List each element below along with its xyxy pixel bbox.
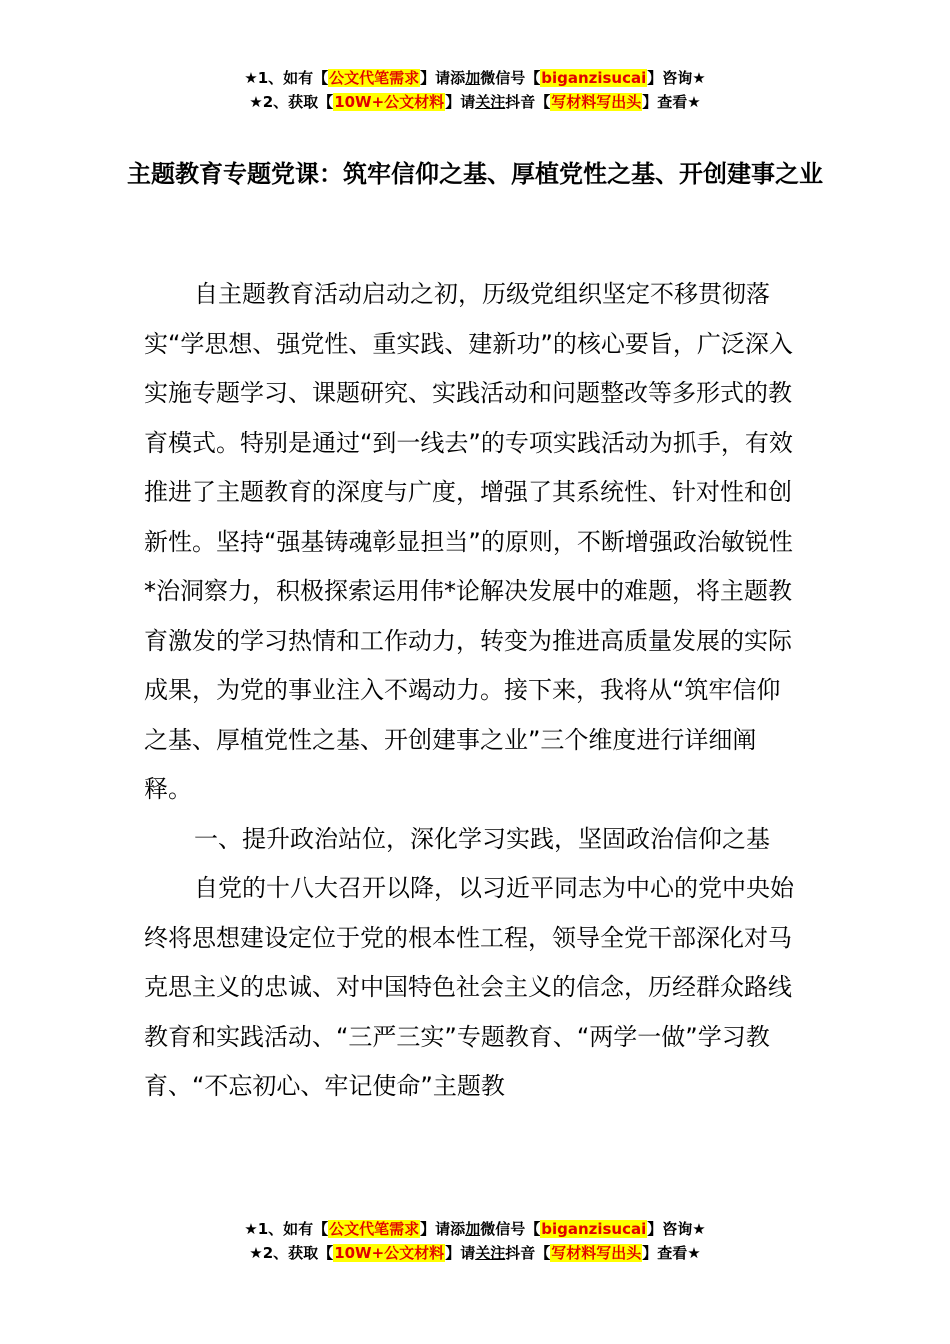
banner-text: ★1、如有【 (244, 1220, 329, 1238)
banner-text: ★2、获取【 (249, 1244, 334, 1262)
banner-line-2 (0, 1241, 950, 1265)
footer-banner (0, 1217, 950, 1265)
banner-text: 】请 (445, 1244, 476, 1262)
document-title: 主题教育专题党课：筑牢信仰之基、厚植党性之基、开创建事之业 (127, 160, 823, 188)
header-banner (0, 66, 950, 114)
banner-line-1 (0, 1217, 950, 1241)
highlight-douyin-account: 写材料写出头 (551, 93, 642, 111)
section-heading-1: 一、提升政治站位，深化学习实践，坚固政治信仰之基 (194, 824, 770, 853)
highlight-materials: 10W+公文材料 (334, 1244, 445, 1262)
paragraph-section-1: 自党的十八大召开以降，以习近平同志为中心的党中央始终将思想建设定位于党的根本性工程，领导全党干部深化对马克思主义的忠诚、对中国特色社会主义的信念，历经群众路线教育和实践活动、“三严三实”专题教育、“两学一做”学习教育、“不忘初心、牢记使命”主题教 (144, 874, 794, 1100)
banner-text: 抖音【 (505, 93, 551, 111)
banner-text: 】请 (445, 93, 476, 111)
banner-text: 】查看★ (642, 1244, 701, 1262)
banner-text: 抖音【 (505, 1244, 551, 1262)
banner-text: 】请添 (420, 69, 466, 87)
banner-text: 】咨询★ (647, 1220, 706, 1238)
banner-line-1 (0, 66, 950, 90)
banner-text: ★1、如有【 (244, 69, 329, 87)
banner-text: 】咨询★ (647, 69, 706, 87)
highlight-wechat-id: biganzisucai (541, 1220, 647, 1238)
banner-text: 微信号【 (480, 1220, 541, 1238)
highlight-service: 公文代笔需求 (329, 69, 420, 87)
banner-text: 】查看★ (642, 93, 701, 111)
banner-underlined-text: 关注 (475, 93, 506, 111)
highlight-service: 公文代笔需求 (329, 1220, 420, 1238)
banner-line-2 (0, 90, 950, 114)
highlight-materials: 10W+公文材料 (334, 93, 445, 111)
banner-text: 微信号【 (480, 69, 541, 87)
banner-underlined-text: 加 (465, 69, 481, 87)
banner-underlined-text: 加 (465, 1220, 481, 1238)
banner-text: 】请添 (420, 1220, 466, 1238)
banner-underlined-text: 关注 (475, 1244, 506, 1262)
highlight-wechat-id: biganzisucai (541, 69, 647, 87)
document-body (144, 270, 804, 1112)
highlight-douyin-account: 写材料写出头 (551, 1244, 642, 1262)
paragraph-intro: 自主题教育活动启动之初，历级党组织坚定不移贯彻落实“学思想、强党性、重实践、建新功”的核心要旨，广泛深入实施专题学习、课题研究、实践活动和问题整改等多形式的教育模式。特别是通过“到一线去”的专项实践活动为抓手，有效推进了主题教育的深度与广度，增强了其系统性、针对性和创新性。坚持“强基铸魂彰显担当”的原则，不断增强政治敏锐性*治洞察力，积极探索运用伟*论解决发展中的难题，将主题教育激发的学习热情和工作动力，转变为推进高质量发展的实际成果，为党的事业注入不竭动力。接下来，我将从“筑牢信仰之基、厚植党性之基、开创建事之业”三个维度进行详细阐释。 (144, 280, 793, 803)
banner-text: ★2、获取【 (249, 93, 334, 111)
